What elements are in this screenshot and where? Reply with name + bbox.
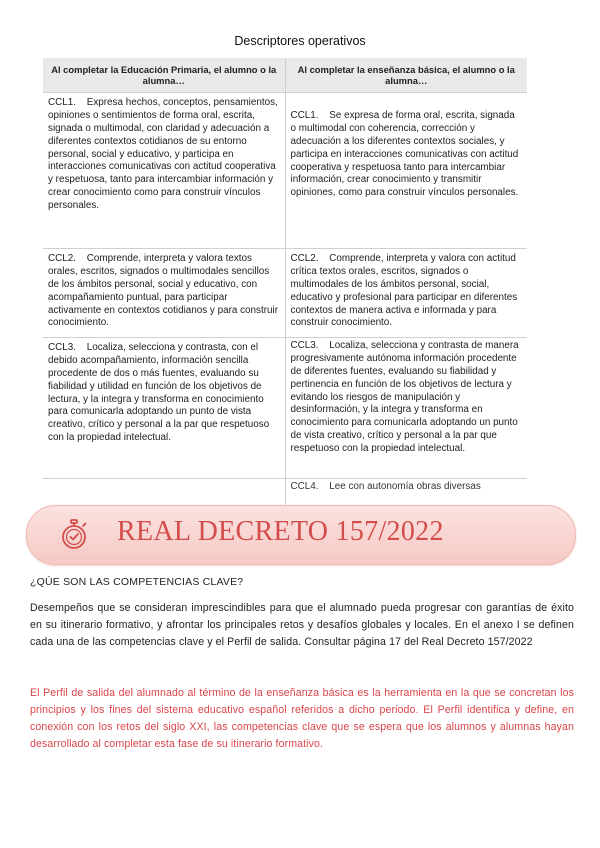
descriptor-code: CCL2. (48, 253, 76, 264)
table-header-basic: Al completar la enseñanza básica, el alumno o la alumna… (285, 58, 527, 93)
table-header-row (43, 58, 527, 93)
table-cell-right (285, 249, 527, 338)
profile-paragraph: El Perfil de salida del alumnado al término de la enseñanza básica es la herramienta en la que se concretan los principios y los fines del sistema educativo español referidos a dicho periodo. El Perfil identifica y define, en conexión con los retos del siglo XXI, las competencias clave que se espera que los alumnos y alumnas hayan desarrollado al completar esta fase de su itinerario formativo. (30, 687, 574, 751)
table-cell-left (43, 93, 285, 249)
descriptor-code: CCL3. (290, 340, 319, 351)
definition-paragraph: Desempeños que se consideran imprescindibles para que el alumnado pueda progresar con garantías de éxito en su itinerario formativo, y afrontar los principales retos y desafíos globales y locales. En el anexo I se definen cada una de las competencias clave y el Perfil de salida. Consultar página 17 del Real Decreto 157/2022 (30, 602, 574, 649)
stopwatch-icon (57, 518, 91, 552)
descriptor-text: Comprende, interpreta y valora textos orales, escritos, signados o multimodales sencillos de los ámbitos personal, social y educativo, con acompañamiento puntual, para participar activamente en contextos cotidianos y para construir conocimiento. (48, 253, 278, 329)
table-header-primary: Al completar la Educación Primaria, el alumno o la alumna… (43, 58, 285, 93)
table-row (43, 338, 527, 479)
table-row (43, 93, 527, 249)
descriptor-code: CCL3. (48, 342, 76, 353)
descriptor-text: Localiza, selecciona y contrasta, con el debido acompañamiento, información sencilla procedente de dos o más fuentes, evaluando su fiabilidad y utilidad en función de los objetivos de lectura, y la integra y transforma en conocimiento para comunicarla adoptando un punto de vista creativo, crítico y personal a la par que respetuoso con la propiedad intelectual. (48, 342, 270, 444)
descriptor-code: CCL4. (290, 481, 319, 492)
table-cell-right (285, 93, 527, 249)
descriptor-text: Se expresa de forma oral, escrita, signada o multimodal con coherencia, corrección y adecuación a los diferentes contextos sociales, y participa en interacciones comunicativas con actitud cooperativa y respetuosa tanto para intercambiar información, crear conocimiento y transmitir opiniones, como para construir vínculos personales. (290, 110, 519, 199)
table-cell-left (43, 249, 285, 338)
section-question: ¿QÚE SON LAS COMPETENCIAS CLAVE? (30, 576, 244, 588)
descriptor-code: CCL1. (290, 110, 319, 121)
descriptor-code: CCL2. (290, 253, 319, 264)
table-cell-right (285, 338, 527, 479)
descriptor-text: Lee con autonomía obras diversas (329, 481, 481, 492)
descriptor-text: Comprende, interpreta y valora con actitud crítica textos orales, escritos, signados o multimodales de los ámbitos personal, social, educativo y profesional para participar en diferentes contextos de manera activa e informada y para construir conocimiento. (290, 253, 518, 329)
descriptors-table (43, 58, 527, 509)
table-row (43, 249, 527, 338)
descriptor-text: Localiza, selecciona y contrasta de manera progresivamente autónoma información procedente de diferentes fuentes, evaluando su fiabilidad y pertinencia en función de los objetivos de lectura y evitando los riesgos de manipulación y desinformación, y la integra y transforma en conocimiento para comunicarla adoptando un punto de vista creativo, crítico y personal a la par que respetuoso con la propiedad intelectual. (290, 340, 519, 454)
descriptor-text: Expresa hechos, conceptos, pensamientos, opiniones o sentimientos de forma oral, escrita, signada o multimodal, con claridad y adecuación a diferentes contextos cotidianos de su entorno personal, social y educativo, y participa en interacciones comunicativas con actitud cooperativa y respetuosa, tanto para intercambiar información y crear conocimiento como para construir vínculos personales. (48, 97, 278, 211)
banner-title: REAL DECRETO 157/2022 (117, 516, 444, 547)
document-title: Descriptores operativos (234, 34, 366, 48)
decree-banner (26, 505, 576, 565)
table-cell-left (43, 338, 285, 479)
descriptor-code: CCL1. (48, 97, 76, 108)
descriptors-table-image (43, 58, 527, 492)
